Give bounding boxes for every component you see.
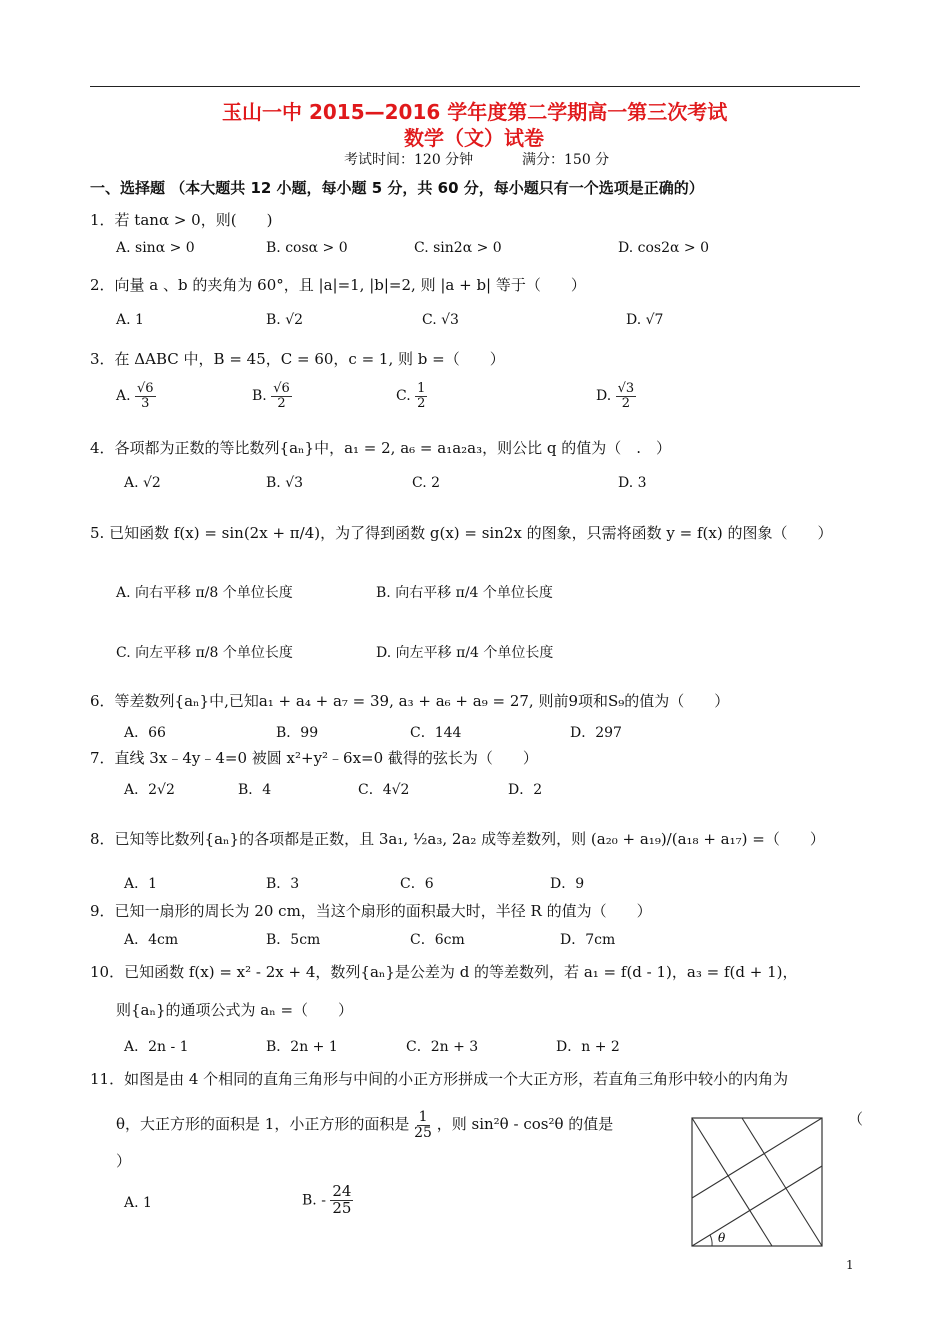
q8-option-c: C．6: [400, 876, 434, 892]
q10-option-b: B．2n + 1: [266, 1039, 338, 1055]
q3-option-d: [596, 382, 636, 410]
q4-option-c: C. 2: [412, 475, 441, 491]
question-4-stem: 4．各项都为正数的等比数列{aₙ}中，a₁ = 2, a₆ = a₁a₂a₃，则公比 q 的值为（ . ）: [90, 439, 672, 457]
q3-option-b-fraction: $\frac{√6}{2}$: [273, 381, 290, 411]
pinwheel-square-figure: [690, 1116, 826, 1248]
q10-option-a: A．2n - 1: [124, 1039, 189, 1055]
page-number: 1: [846, 1258, 854, 1272]
q7-option-c: C．4√2: [358, 782, 410, 798]
q11-option-b: [302, 1184, 353, 1217]
q5-option-d: D. 向左平移 π/4 个单位长度: [376, 645, 554, 661]
q9-option-b: B．5cm: [266, 932, 321, 948]
q4-option-b: B. √3: [266, 475, 304, 491]
q1-option-b: B. cosα > 0: [266, 240, 348, 256]
q3-option-a-label: A.: [116, 388, 131, 405]
question-10-stem-line2: 则{aₙ}的通项公式为 aₙ =（ ）: [116, 1001, 354, 1019]
q11-stem-part1: θ，大正方形的面积是 1，小正方形的面积是: [116, 1115, 410, 1134]
question-5-stem: 5. 已知函数 f(x) = sin(2x + π/4)，为了得到函数 g(x) = sin2x 的图象，只需将函数 y = f(x) 的图象（ ）: [90, 524, 833, 542]
question-9-stem: 9．已知一扇形的周长为 20 cm，当这个扇形的面积最大时，半径 R 的值为（ ）: [90, 902, 652, 920]
q4-option-d: D. 3: [618, 475, 647, 491]
question-1-stem: 1．若 tanα > 0，则( ): [90, 211, 273, 229]
q2-option-d: D. √7: [626, 312, 664, 328]
q8-option-d: D．9: [550, 876, 585, 892]
q3-option-c-fraction: $\frac{1}{2}$: [417, 381, 426, 411]
q9-option-a: A．4cm: [124, 932, 179, 948]
q3-option-d-label: D.: [596, 388, 612, 405]
question-10-stem: 10．已知函数 f(x) = x² - 2x + 4，数列{aₙ}是公差为 d 的等差数列，若 a₁ = f(d - 1)，a₃ = f(d + 1)，: [90, 963, 798, 981]
question-6-stem: 6．等差数列{aₙ}中,已知a₁ + a₄ + a₇ = 39, a₃ + a₆ + a₉ = 27, 则前9项和S₉的值为（ ）: [90, 692, 730, 710]
question-7-stem: 7．直线 3x﹣4y﹣4=0 被圆 x²+y²﹣6x=0 截得的弦长为（ ）: [90, 749, 538, 767]
q7-option-d: D．2: [508, 782, 543, 798]
question-11-stem-line2: [116, 1110, 613, 1140]
question-2-stem: 2．向量 a 、b 的夹角为 60°，且 |a|=1, |b|=2, 则 |a + b| 等于（ ）: [90, 276, 586, 294]
q5-option-b: B. 向右平移 π/4 个单位长度: [376, 585, 553, 601]
q7-option-a: A．2√2: [124, 782, 175, 798]
q1-option-d: D. cos2α > 0: [618, 240, 709, 256]
q10-option-d: D．n + 2: [556, 1039, 620, 1055]
full-score: 满分：150 分: [522, 152, 610, 168]
title-line1: 玉山一中 2015—2016 学年度第二学期高一第三次考试: [222, 100, 728, 124]
q3-option-c-label: C.: [396, 388, 411, 405]
q2-option-a: A. 1: [116, 312, 144, 328]
q2-option-c: C. √3: [422, 312, 459, 328]
q3-option-a-fraction: $\frac{√6}{3}$: [137, 381, 154, 411]
q6-option-d: D．297: [570, 725, 622, 741]
q8-option-a: A．1: [124, 876, 158, 892]
q4-option-a: A. √2: [124, 475, 161, 491]
title-line2: 数学（文）试卷: [404, 126, 544, 150]
exam-time: 考试时间：120 分钟: [344, 152, 474, 168]
angle-theta-label: θ: [718, 1231, 726, 1245]
q7-option-b: B．4: [238, 782, 272, 798]
question-11-stem: 11．如图是由 4 个相同的直角三角形与中间的小正方形拼成一个大正方形，若直角三角形中较小的内角为: [90, 1070, 789, 1088]
q10-option-c: C．2n + 3: [406, 1039, 479, 1055]
q3-option-b: [252, 382, 292, 410]
question-3-stem: 3．在 ΔABC 中，B = 45，C = 60，c = 1, 则 b =（ ）: [90, 350, 505, 368]
top-rule: [90, 86, 860, 87]
q11-paren-open: （: [848, 1110, 864, 1128]
q6-option-c: C．144: [410, 725, 462, 741]
q11-option-b-fraction: $\frac{24}{25}$: [332, 1182, 352, 1217]
q9-option-c: C．6cm: [410, 932, 465, 948]
q11-area-fraction: $\frac{1}{25}$: [414, 1109, 432, 1141]
q1-option-a: A. sinα > 0: [116, 240, 195, 256]
q11-paren-close: ）: [116, 1152, 132, 1170]
q5-option-c: C. 向左平移 π/8 个单位长度: [116, 645, 293, 661]
q6-option-a: A．66: [124, 725, 166, 741]
section-heading: 一、选择题 （本大题共 12 小题，每小题 5 分，共 60 分，每小题只有一个选项是正确的）: [90, 179, 704, 197]
q11-option-a: A. 1: [124, 1195, 152, 1211]
q6-option-b: B．99: [276, 725, 319, 741]
q5-option-a: A. 向右平移 π/8 个单位长度: [116, 585, 293, 601]
q1-option-c: C. sin2α > 0: [414, 240, 502, 256]
q8-option-b: B．3: [266, 876, 300, 892]
q2-option-b: B. √2: [266, 312, 304, 328]
q3-option-a: [116, 382, 156, 410]
q11-stem-part2: ，则 sin²θ - cos²θ 的值是: [436, 1115, 614, 1134]
question-8-stem: 8．已知等比数列{aₙ}的各项都是正数，且 3a₁, ½a₃, 2a₂ 成等差数列，则 (a₂₀ + a₁₉)/(a₁₈ + a₁₇) =（ ）: [90, 830, 825, 848]
q9-option-d: D．7cm: [560, 932, 616, 948]
q11-option-b-label: B. -: [302, 1192, 326, 1209]
q3-option-b-label: B.: [252, 388, 267, 405]
q3-option-d-fraction: $\frac{√3}{2}$: [617, 381, 635, 411]
q3-option-c: [396, 382, 427, 410]
